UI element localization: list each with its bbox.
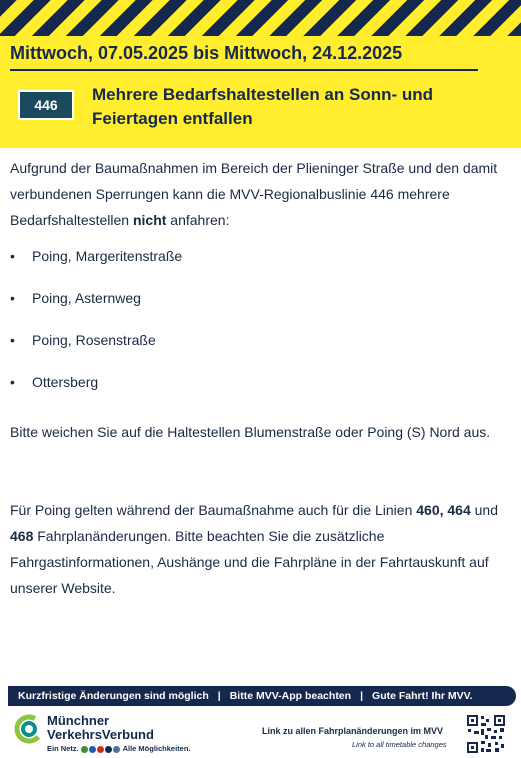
detour-paragraph: Bitte weichen Sie auf die Haltestellen Blumenstraße oder Poing (S) Nord aus. <box>10 424 491 440</box>
footer-info-bar <box>8 686 516 706</box>
note-text: Für Poing gelten während der Baumaßnahme auch für die Linien <box>10 502 417 518</box>
timetable-changes-link[interactable]: Link zu allen Fahrplanänderungen im MVV <box>262 726 444 736</box>
intro-text: Aufgrund der Baumaßnahmen im Bereich der Plieninger Straße und den damit verbundenen Sperrungen kann die MVV-Regionalbuslinie 446 mehrere Bedarfshaltestellen <box>10 160 498 228</box>
logo-line-1: Münchner <box>47 713 110 728</box>
date-range: Mittwoch, 07.05.2025 bis Mittwoch, 24.12.2025 <box>10 43 403 63</box>
stop-name: Ottersberg <box>32 374 99 390</box>
list-item <box>10 329 515 371</box>
bullet: • <box>10 374 15 390</box>
note-lines-a: 460, 464 <box>416 502 471 518</box>
headline: Mehrere Bedarfshaltestellen an Sonn- und Feiertagen entfallen <box>92 85 434 128</box>
stop-name: Poing, Asternweg <box>32 290 141 306</box>
logo-tagline <box>47 744 191 753</box>
list-item <box>10 287 515 329</box>
bullet: • <box>10 332 15 348</box>
u-bahn-icon <box>89 746 96 753</box>
footer-separator: | <box>217 690 221 702</box>
footer-separator: | <box>360 690 364 702</box>
note-lines-b: 468 <box>10 528 34 544</box>
header-banner <box>0 0 521 148</box>
footer-bar-item: Kurzfristige Änderungen sind möglich <box>18 690 209 702</box>
logo-wordmark <box>47 714 154 742</box>
notice-body <box>10 155 515 601</box>
intro-emphasis: nicht <box>132 212 167 228</box>
line-badge: 446 <box>18 90 74 120</box>
bus-icon <box>105 746 112 753</box>
note-paragraph <box>10 497 515 601</box>
stop-list <box>10 245 515 413</box>
intro-text-end: anfahren: <box>166 212 230 228</box>
qr-code-icon[interactable] <box>466 714 506 754</box>
list-item <box>10 371 515 413</box>
note-and: und <box>470 502 498 518</box>
mvv-logo[interactable] <box>14 714 214 754</box>
tagline-end: Alle Möglichkeiten. <box>122 744 191 753</box>
stop-name: Poing, Margeritenstraße <box>32 248 183 264</box>
date-divider <box>10 69 478 71</box>
intro-paragraph <box>10 155 515 233</box>
stop-name: Poing, Rosenstraße <box>32 332 156 348</box>
mvv-logo-icon <box>14 714 44 744</box>
list-item <box>10 245 515 287</box>
timetable-changes-link-en[interactable]: Link to all timetable changes <box>352 740 447 749</box>
footer-bar-item: Gute Fahrt! Ihr MVV. <box>372 690 473 702</box>
tagline-start: Ein Netz. <box>47 744 79 753</box>
logo-line-2: VerkehrsVerbund <box>47 727 154 742</box>
bullet: • <box>10 248 15 264</box>
footer-bar-item: Bitte MVV-App beachten <box>229 690 352 702</box>
regional-train-icon <box>113 746 120 753</box>
bullet: • <box>10 290 15 306</box>
tram-icon <box>97 746 104 753</box>
s-bahn-icon <box>81 746 88 753</box>
hazard-stripes <box>0 0 521 36</box>
note-text-end: Fahrplanänderungen. Bitte beachten Sie die zusätzliche Fahrgastinformationen, Aushänge und die Fahrpläne in der Fahrtauskunft auf unserer Website. <box>10 528 489 596</box>
